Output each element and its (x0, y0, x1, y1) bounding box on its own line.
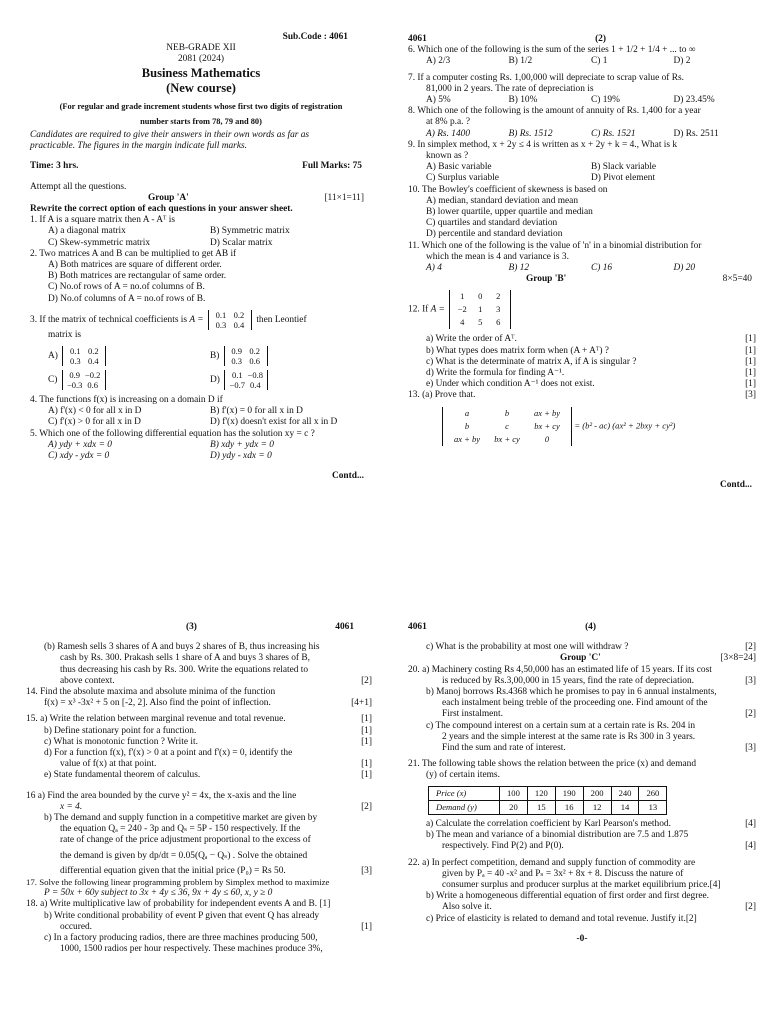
question-8: 8. Which one of the following is the amount of annuity of Rs. 1,400 for a year (408, 106, 701, 117)
option: B) xdy + ydx = 0 (210, 439, 274, 450)
subject-code: Sub.Code : 4061 (282, 32, 348, 42)
matrix-a: 1 0 2 −2 1 3 4 5 6 (449, 290, 511, 329)
question-6: 6. Which one of the following is the sum of the series 1 + 1/2 + 1/4 + ... to ∞ (408, 45, 696, 56)
option: B) f'(x) = 0 for all x in D (210, 406, 303, 417)
option: A) ydy + xdx = 0 (48, 439, 112, 450)
q3-options (30, 346, 372, 390)
option: C) Surplus variable (426, 173, 499, 184)
exam-page-4: 4061 (4) c) What is the probability at most one will withdraw ? [2] Group 'C' [3×8=24] 20. a) Machinery costing Rs 4,50,000 has an estimated life of 15 years. If its cost is reduced by Rs.3,00,000 in 15 years, find the rate of depreciation. [3] b) Manoj borrows Rs.4368 which he promises to pay in 6 annual instalments, each instalment being treble of the proceeding one. Find amount of the First instalment. [2] c) The compound interest on a certain sum at a certain rate is Rs. 204 in 2 years and the simple interest at the same rate is Rs 300 in 3 years. Find the sum and rate of interest. [3] 21. The following table shows the relation between the price (x) and demand (y) of certain items. Price (x) 100 120 190 200 240 260 Demand (y) 20 15 16 12 14 13 a) Calculate the correlation coefficient by Karl Pearson's method. [4] b) The mean and variance of a binomial distribution are 7.5 and 1.875 respectively. Find P(2) and P(0). [4] 22. a) In perfect competition, demand and supply function of commodity are given by Pₐ = 40 -x² and Pₛ = 3x² + 8x + 8. Discuss the nature of consumer surplus and producer surplus at the market equilibrium price.[4] b) Write a homogeneous differential equation of first order and first degree. Also solve it. [2] c) Price of elasticity is related to demand and total revenue. Justify it.[2] -0- (408, 622, 756, 944)
end-marker: -0- (576, 933, 588, 944)
option: C) f'(x) > 0 for all x in D (48, 417, 141, 428)
q6-options (408, 56, 756, 67)
question-16: 16 a) Find the area bounded by the curve y² = 4x, the x-axis and the line (26, 790, 297, 801)
question-7: 7. If a computer costing Rs. 1,00,000 will depreciate to scrap value of Rs. (408, 72, 684, 83)
group-c-heading (408, 653, 756, 664)
option: B) Both matrices are rectangular of same order. (48, 271, 227, 282)
option: D) Pivot element (591, 173, 656, 184)
page-header (408, 622, 756, 633)
option: B) 0.9 0.2 0.3 0.6 (210, 346, 372, 366)
exam-title: Business Mathematics (141, 65, 261, 80)
option: C) xdy - ydx = 0 (48, 451, 110, 462)
question-22: 22. a) In perfect competition, demand and supply function of commodity are (408, 857, 696, 868)
option: B) Symmetric matrix (210, 226, 290, 237)
option: D) f'(x) doesn't exist for all x in D (210, 417, 338, 428)
group-b-title: Group 'B' (526, 274, 567, 285)
option: C) No.of rows of A = no.of columns of B. (48, 282, 205, 293)
option: A) median, standard deviation and mean (426, 195, 579, 206)
option: D) Scalar matrix (210, 237, 273, 248)
q12-part-b: b) What types does matrix form when (A + Aᵀ) ? [1] (426, 345, 756, 356)
question-2: 2. Two matrices A and B can be multiplied to get AB if (30, 248, 237, 259)
q12-part-c: c) What is the determinate of matrix A, if A is singular ? [1] (426, 356, 756, 367)
instructions: Candidates are required to give their answers in their own words as far as (30, 130, 310, 141)
option: A) a diagonal matrix (48, 226, 126, 237)
page-number: (2) (595, 34, 606, 44)
question-15: 15. a) Write the relation between marginal revenue and total revenue. [1] (26, 714, 372, 725)
option: A) Both matrices are square of different order. (48, 260, 222, 271)
question-4: 4. The functions f(x) is increasing on a domain D if (30, 395, 223, 406)
table-row: Price (x) 100 120 190 200 240 260 (429, 786, 667, 800)
determinant: a b ax + by b c bx + cy ax + by bx + cy 0 (442, 407, 572, 446)
page-header (26, 622, 372, 633)
exam-page-1 (0, 0, 384, 512)
q4-options (30, 406, 372, 428)
group-c-title: Group 'C' (560, 653, 601, 664)
question-14: 14. Find the absolute maxima and absolute minima of the function (26, 687, 276, 698)
option: D) 20 (673, 263, 696, 274)
option: B) 12 (508, 263, 530, 274)
determinant-equation: a b ax + by b c bx + cy ax + by bx + cy 0 = (b² - ac) (ax² + 2bxy + cy²) (408, 407, 756, 446)
option: A) 2/3 (426, 56, 451, 67)
continued-label: Contd... (719, 479, 752, 490)
group-c-marks: [3×8=24] (720, 653, 756, 664)
option: D) 2 (673, 56, 691, 67)
technical-coefficient-matrix: 0.1 0.2 0.3 0.4 (208, 310, 252, 330)
option: B) Slack variable (591, 162, 657, 173)
option: B) lower quartile, upper quartile and median (426, 207, 593, 218)
page-number: (3) (186, 622, 197, 632)
option: A) Basic variable (426, 162, 492, 173)
option: A) 0.1 0.2 0.3 0.4 (48, 346, 210, 366)
option: D) No.of columns of A = no.of rows of B. (48, 293, 206, 304)
q1-options (30, 226, 372, 248)
registration-note-2: number starts from 78, 79 and 80) (140, 116, 262, 126)
group-b-heading (408, 274, 756, 285)
q5-options (30, 440, 372, 462)
attempt-all: Attempt all the questions. (30, 181, 127, 192)
exam-page-2: 4061 (2) 6. Which one of the following is the sum of the series 1 + 1/2 + 1/4 + ... to ∞ A) 2/3 B) 1/2 C) 1 D) 2 7. If a computer costing Rs. 1,00,000 will depreciate to scrap value of Rs. 81,000 in 2 years. The rate of depreciation is A) 5% B) 10% C) 19% D) 23.45% 8. Which one of the following is the amount of annuity of Rs. 1,400 for a year at 8% p.a. ? A) Rs. 1400 B) Rs. 1512 C) Rs. 1521 D) Rs. 2511 9. In simplex method, x + 2y ≤ 4 is written as x + 2y + k = 4., What is k known as ? A) Basic variable B) Slack variable C) Surplus variable D) Pivot element 10. The Bowley's coefficient of skewness is based on A) median, standard deviation and mean B) lower quartile, upper quartile and median C) quartiles and standard deviation D) percentile and standard deviation 11. Which one of the following is the value of 'n' in a binomial distribution for which the mean is 4 and variance is 3. A) 4 B) 12 C) 16 D) 20 Group 'B' 8×5=40 12. If A = 1 0 2 −2 1 3 4 5 6 a) Write the order of Aᵀ. [1] b) What types does matrix form when (A + Aᵀ) ? [1] c) What is the determinate of matrix A, if A is singular ? [1] d) Write the formula for finding A⁻¹. [1] e) Under which condition A⁻¹ does not exist. [1] 13. (a) Prove that. [3] a b ax + by b c bx + cy ax + by bx + cy 0 = (b² - ac) (ax² + 2bxy + cy²) Contd... (408, 34, 756, 490)
group-b-marks: 8×5=40 (722, 274, 752, 285)
paper-code: 4061 (408, 34, 427, 44)
question-13: 13. (a) Prove that. [3] (408, 390, 756, 401)
paper-code: 4061 (408, 622, 427, 632)
option: A) f'(x) < 0 for all x in D (48, 406, 142, 417)
page-header (408, 34, 756, 45)
group-a-heading (30, 193, 372, 204)
option: C) Skew-symmetric matrix (48, 237, 151, 248)
option: D) Rs. 2511 (673, 128, 719, 139)
question-3-tail: matrix is (48, 329, 82, 340)
q9-options (408, 162, 756, 184)
question-12: 12. If A = 1 0 2 −2 1 3 4 5 6 (408, 290, 756, 329)
time-allowed: Time: 3 hrs. (30, 161, 79, 172)
question-11: 11. Which one of the following is the value of 'n' in a binomial distribution for (408, 240, 702, 251)
time-marks-row (30, 161, 372, 172)
q7-options (408, 95, 756, 106)
question-5: 5. Which one of the following differential equation has the solution xy = c ? (30, 428, 315, 439)
option: A) Rs. 1400 (426, 128, 471, 139)
q12-part-e: e) Under which condition A⁻¹ does not exist. [1] (426, 379, 756, 390)
option: D) percentile and standard deviation (426, 229, 563, 240)
option: C) 16 (591, 263, 613, 274)
option: B) Rs. 1512 (508, 128, 553, 139)
group-a-title: Group 'A' (148, 192, 189, 203)
question-10: 10. The Bowley's coefficient of skewness is based on (408, 184, 608, 195)
full-marks: Full Marks: 75 (302, 161, 362, 172)
question-18: 18. a) Write multiplicative law of probability for independent events A and B. [1] (26, 899, 331, 910)
question-20: 20. a) Machinery costing Rs 4,50,000 has an estimated life of 15 years. If its cost (408, 664, 712, 675)
exam-year: 2081 (2024) (177, 54, 225, 65)
option: C) quartiles and standard deviation (426, 218, 558, 229)
group-a-marks: [11×1=11] (324, 192, 364, 203)
option: C) 19% (591, 95, 620, 106)
registration-note: (For regular and grade increment students whose first two digits of registration (59, 101, 343, 111)
paper-code: 4061 (335, 622, 354, 632)
q8-options (408, 129, 756, 140)
option: A) 5% (426, 95, 451, 106)
option: C) Rs. 1521 (591, 128, 636, 139)
option: C) 1 (591, 56, 608, 67)
option: D) ydy - xdx = 0 (210, 451, 272, 462)
question-1: 1. If A is a square matrix then A - Aᵀ is (30, 215, 176, 226)
question-17: 17. Solve the following linear programming problem by Simplex method to maximize (26, 877, 330, 888)
question-3: 3. If the matrix of technical coefficients is A = 0.1 0.2 0.3 0.4 then Leontief (30, 309, 307, 330)
board-grade: NEB-GRADE XII (166, 43, 236, 54)
q12-part-a: a) Write the order of Aᵀ. [1] (426, 334, 756, 345)
continued-label: Contd... (331, 471, 364, 482)
option: A) 4 (426, 263, 442, 274)
exam-subtitle: (New course) (166, 80, 236, 95)
instructions-2: practicable. The figures in the margin indicate full marks. (30, 141, 247, 152)
option: D) 23.45% (673, 95, 715, 106)
table-row: Demand (y) 20 15 16 12 14 13 (429, 800, 667, 814)
option: D) 0.1 −0.8 −0.7 0.4 (210, 370, 372, 390)
price-demand-table (428, 786, 667, 815)
q11-options (408, 263, 756, 274)
q12-part-d: d) Write the formula for finding A⁻¹. [1] (426, 368, 756, 379)
option: B) 1/2 (508, 56, 533, 67)
option: C) 0.9 −0.2 −0.3 0.6 (48, 370, 210, 390)
page-number: (4) (585, 622, 596, 632)
rewrite-instruction: Rewrite the correct option of each questions in your answer sheet. (30, 204, 293, 215)
exam-page-3: (3) 4061 (b) Ramesh sells 3 shares of A and buys 2 shares of B, thus increasing his cash by Rs. 300. Prakash sells 1 share of A and buys 3 shares of B, thus decreasing his cash by Rs. 300. Write the equations related to above context. [2] 14. Find the absolute maxima and absolute minima of the function f(x) = x³ -3x² + 5 on [-2, 2]. Also find the point of inflection. [4+1] 15. a) Write the relation between marginal revenue and total revenue. [1] b) Define stationary point for a function. [1] c) What is monotonic function ? Write it. [1] d) For a function f(x), f'(x) > 0 at a point and f'(x) = 0, identify the value of f(x) at that point. [1] e) State fundamental theorem of calculus. [1] 16 a) Find the area bounded by the curve y² = 4x, the x-axis and the line x = 4. [2] b) The demand and supply function in a competitive market are given by the equation Qₐ = 240 - 3p and Qₛ = 5P - 150 respectively. If the rate of change of the price adjustment proportional to the excess of the demand is given by dp/dt = 0.05(Qₐ − Qₛ) . Solve the obtained differential equation given that the initial price (P₀) = Rs 50. [3] 17. Solve the following linear programming problem by Simplex method to maximize P = 50x + 60y subject to 3x + 4y ≤ 36, 9x + 4y ≤ 60, x, y ≥ 0 18. a) Write multiplicative law of probability for independent events A and B. [1] b) Write conditional probability of event P given that event Q has already occured. [1] c) In a factory producing radios, there are three machines producing 500, 1000, 1500 radios per hour respectively. These machines produce 3%, (26, 622, 372, 955)
question-21: 21. The following table shows the relation between the price (x) and demand (408, 759, 697, 770)
option: B) 10% (508, 95, 538, 106)
question-9: 9. In simplex method, x + 2y ≤ 4 is written as x + 2y + k = 4., What is k (408, 139, 678, 150)
